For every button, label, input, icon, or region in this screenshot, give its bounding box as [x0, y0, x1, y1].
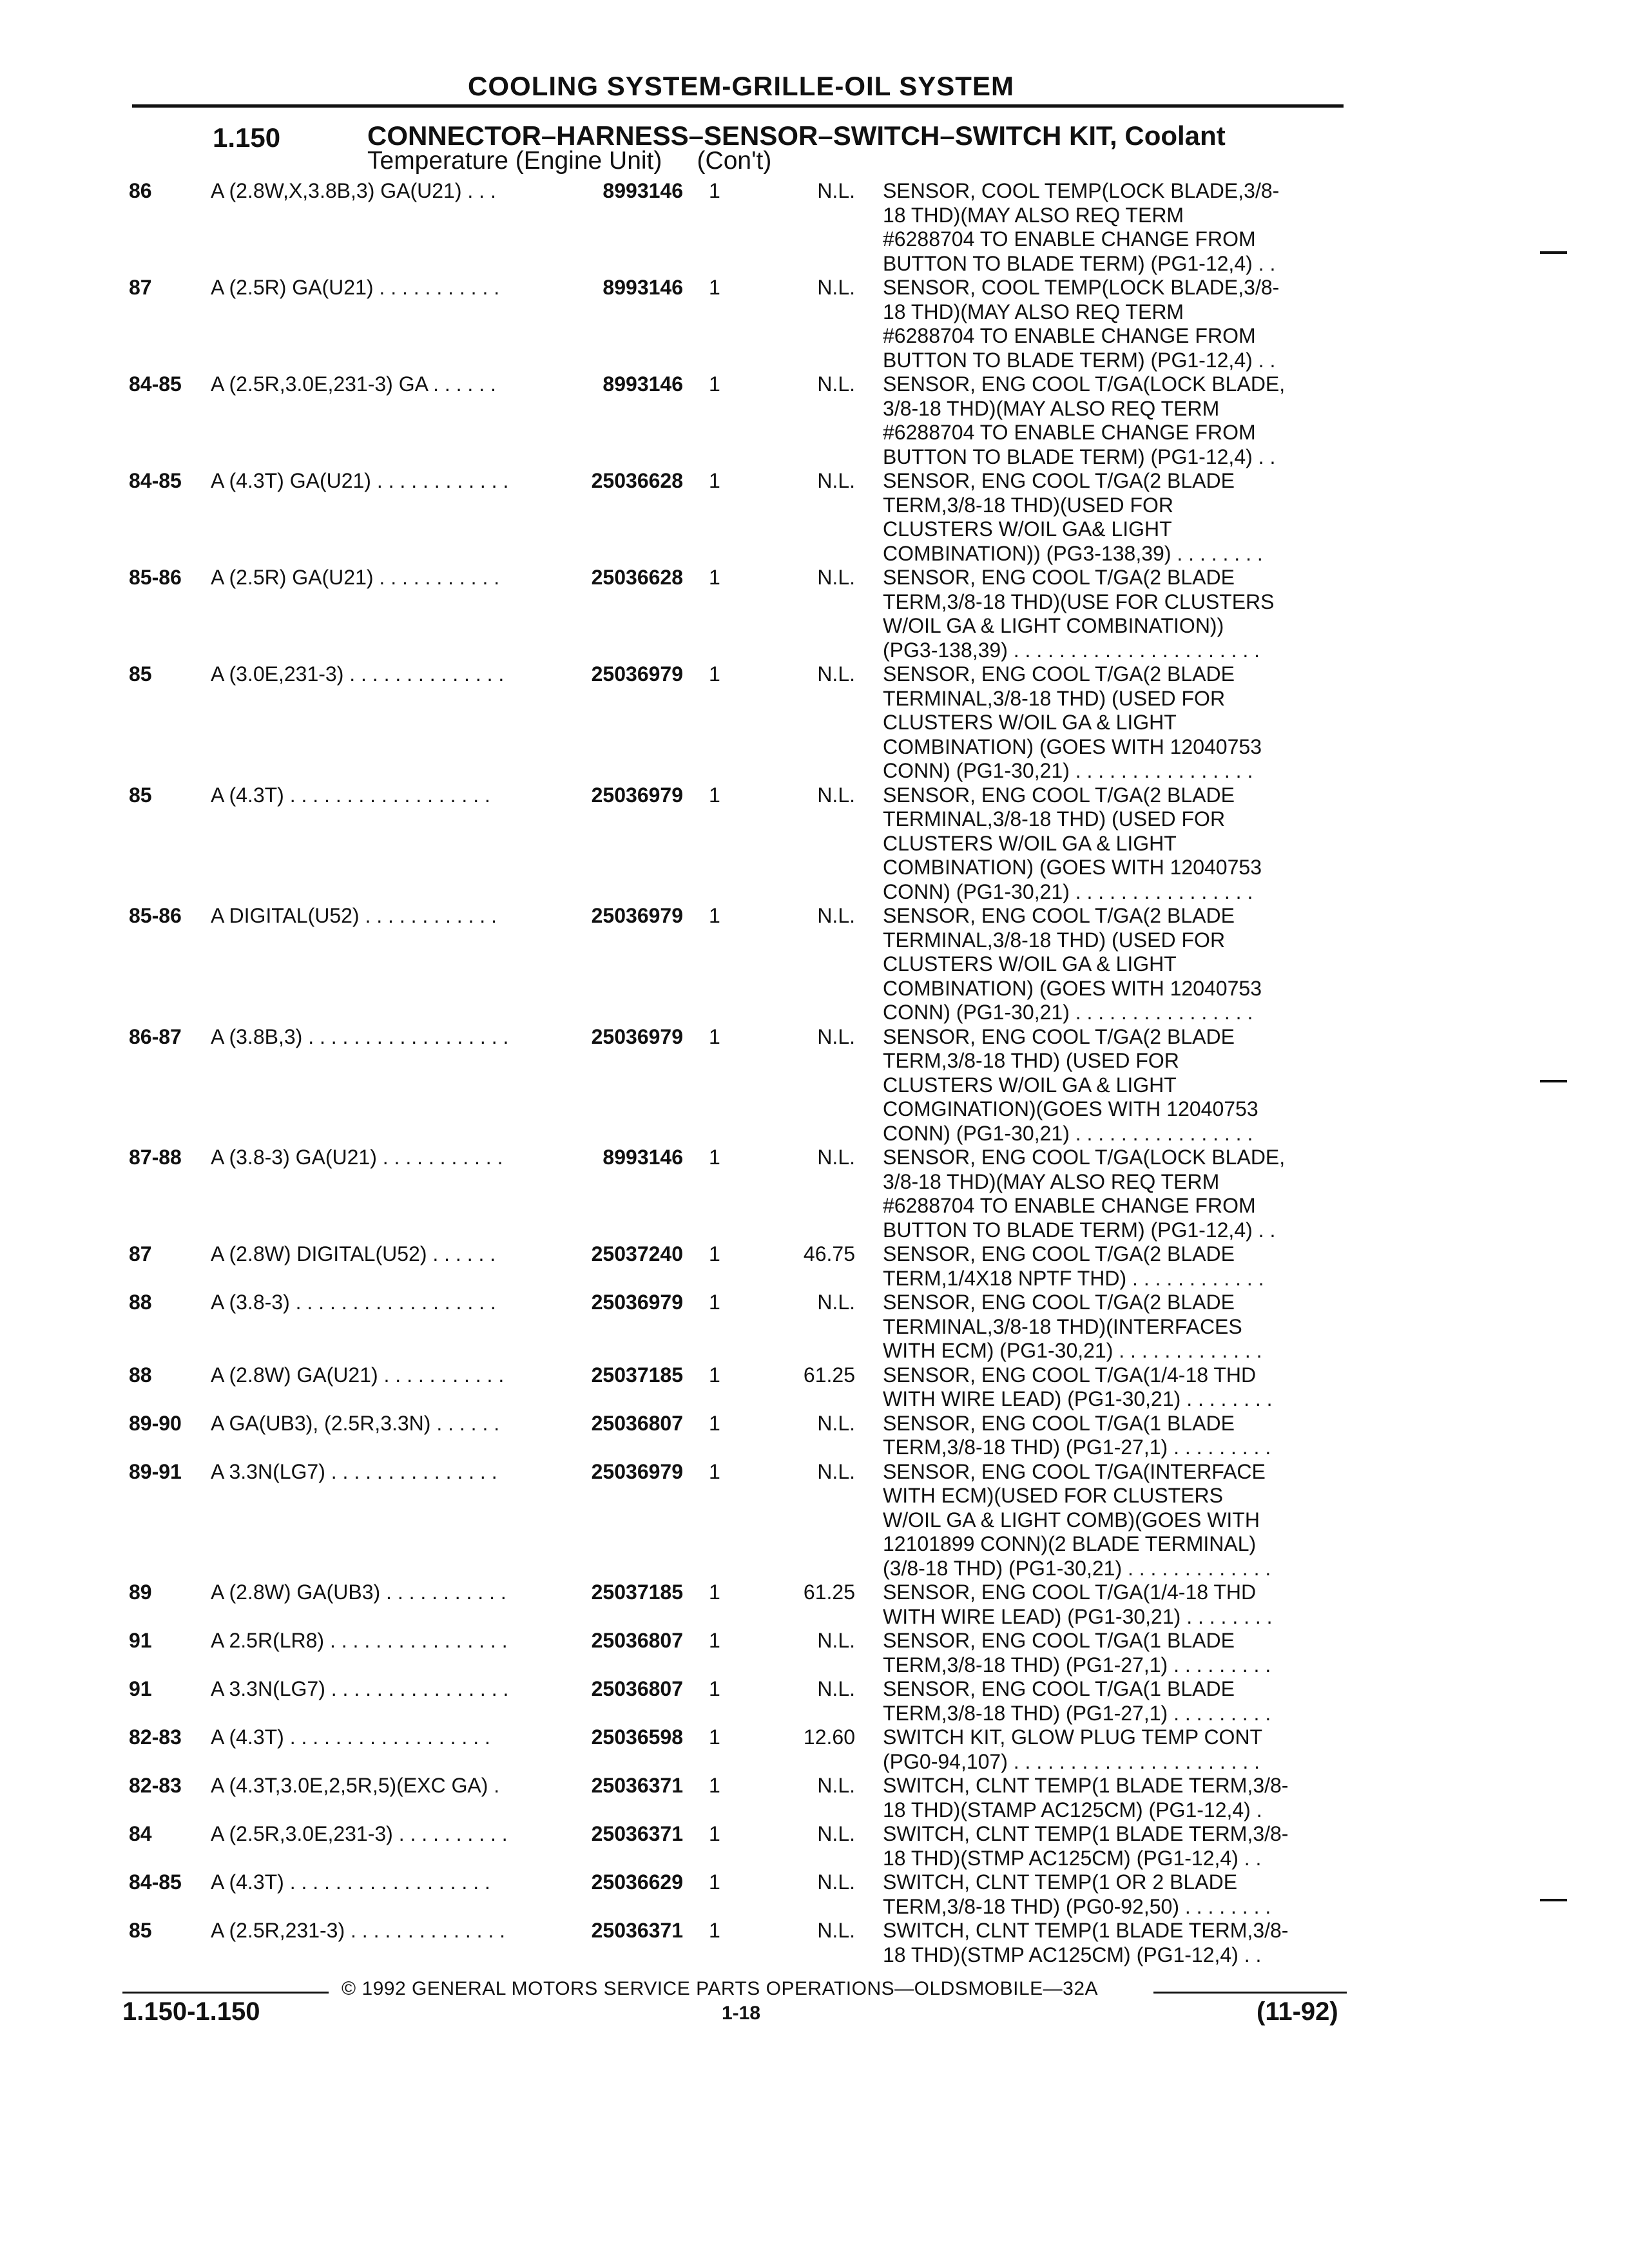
row-quantity: 1	[709, 1363, 720, 1387]
footer-rule-right	[1153, 1992, 1347, 1994]
row-price: N.L.	[817, 566, 855, 589]
row-year: 85-86	[129, 566, 182, 589]
section-number: 1.150	[213, 122, 281, 153]
row-part-number: 25036371	[591, 1919, 683, 1942]
row-part-number: 25037240	[591, 1242, 683, 1265]
row-description: SENSOR, COOL TEMP(LOCK BLADE,3/8- 18 THD)(MAY ALSO REQ TERM #6288704 TO ENABLE CHANGE FROM BUTTON TO BLADE TERM) (PG1-12,4) . .	[883, 276, 1280, 372]
row-description: SENSOR, ENG COOL T/GA(LOCK BLADE, 3/8-18 THD)(MAY ALSO REQ TERM #6288704 TO ENABLE CHANGE FROM BUTTON TO BLADE TERM) (PG1-12,4) . .	[883, 1146, 1286, 1242]
row-quantity: 1	[709, 1774, 720, 1797]
row-price: 61.25	[803, 1581, 855, 1604]
row-part-number: 25037185	[591, 1581, 683, 1604]
row-part-number: 25036807	[591, 1677, 683, 1700]
row-year: 86	[129, 179, 152, 202]
row-year: 82-83	[129, 1774, 182, 1797]
row-quantity: 1	[709, 1870, 720, 1894]
row-quantity: 1	[709, 372, 720, 396]
row-application: A (4.3T,3.0E,2,5R,5)(EXC GA) .	[211, 1774, 500, 1797]
row-part-number: 25036979	[591, 1291, 683, 1314]
row-part-number: 25036979	[591, 1024, 683, 1048]
table-row	[0, 276, 1629, 372]
row-part-number: 8993146	[602, 276, 683, 299]
table-row	[0, 662, 1629, 783]
row-quantity: 1	[709, 1822, 720, 1845]
row-year: 86-87	[129, 1024, 182, 1048]
row-part-number: 25036807	[591, 1411, 683, 1435]
row-application: A (2.8W) DIGITAL(U52) . . . . . .	[211, 1242, 496, 1265]
row-price: N.L.	[817, 1146, 855, 1169]
row-description: SENSOR, ENG COOL T/GA(1/4-18 THD WITH WIRE LEAD) (PG1-30,21) . . . . . . . .	[883, 1363, 1273, 1410]
row-price: N.L.	[817, 469, 855, 492]
table-row	[0, 904, 1629, 1025]
table-row	[0, 1146, 1629, 1242]
table-row	[0, 1629, 1629, 1677]
row-part-number: 25036371	[591, 1774, 683, 1797]
row-year: 82-83	[129, 1725, 182, 1749]
row-part-number: 25036628	[591, 566, 683, 589]
row-description: SWITCH KIT, GLOW PLUG TEMP CONT (PG0-94,107) . . . . . . . . . . . . . . . . . . . . . .	[883, 1725, 1263, 1773]
margin-mark	[1540, 1080, 1567, 1082]
row-description: SENSOR, ENG COOL T/GA(2 BLADE TERM,1/4X18 NPTF THD) . . . . . . . . . . . .	[883, 1242, 1264, 1290]
row-description: SENSOR, ENG COOL T/GA(2 BLADE TERMINAL,3/8-18 THD)(INTERFACES WITH ECM) (PG1-30,21) . . . . . . . . . . . . .	[883, 1291, 1262, 1362]
row-year: 84	[129, 1822, 152, 1845]
row-quantity: 1	[709, 662, 720, 686]
header-rule	[132, 104, 1344, 108]
row-description: SWITCH, CLNT TEMP(1 BLADE TERM,3/8- 18 THD)(STMP AC125CM) (PG1-12,4) . .	[883, 1919, 1289, 1966]
row-description: SENSOR, ENG COOL T/GA(1 BLADE TERM,3/8-18 THD) (PG1-27,1) . . . . . . . . .	[883, 1411, 1271, 1459]
row-year: 85	[129, 662, 152, 686]
row-description: SENSOR, ENG COOL T/GA(INTERFACE WITH ECM)(USED FOR CLUSTERS W/OIL GA & LIGHT COMB)(GOES WITH 12101899 CONN)(2 BLADE TERMINAL) (3/8-18 THD) (PG1-30,21) . . . . . . . . . . . . .	[883, 1459, 1271, 1580]
row-part-number: 25036979	[591, 1459, 683, 1483]
row-year: 87-88	[129, 1146, 182, 1169]
row-part-number: 25036807	[591, 1629, 683, 1652]
row-application: A (3.8-3) GA(U21) . . . . . . . . . . .	[211, 1146, 503, 1169]
row-application: A (4.3T) . . . . . . . . . . . . . . . . . .	[211, 1725, 490, 1749]
table-row	[0, 1025, 1629, 1146]
row-part-number: 25036598	[591, 1725, 683, 1749]
table-row	[0, 1774, 1629, 1822]
row-quantity: 1	[709, 276, 720, 299]
row-description: SWITCH, CLNT TEMP(1 BLADE TERM,3/8- 18 THD)(STAMP AC125CM) (PG1-12,4) .	[883, 1774, 1289, 1821]
row-application: A (2.8W,X,3.8B,3) GA(U21) . . .	[211, 179, 496, 202]
table-row	[0, 372, 1629, 469]
table-row	[0, 1581, 1629, 1629]
row-part-number: 25037185	[591, 1363, 683, 1387]
row-part-number: 25036371	[591, 1822, 683, 1845]
row-year: 85-86	[129, 904, 182, 927]
row-description: SENSOR, ENG COOL T/GA(2 BLADE TERMINAL,3/8-18 THD) (USED FOR CLUSTERS W/OIL GA & LIGHT COMBINATION) (GOES WITH 12040753 CONN) (PG1-30,21) . . . . . . . . . . . . . . . .	[883, 783, 1262, 903]
table-row	[0, 1460, 1629, 1581]
row-application: A 3.3N(LG7) . . . . . . . . . . . . . . . .	[211, 1677, 509, 1700]
row-year: 87	[129, 276, 152, 299]
row-price: 12.60	[803, 1725, 855, 1749]
row-year: 89-91	[129, 1459, 182, 1483]
margin-mark	[1540, 251, 1567, 254]
row-quantity: 1	[709, 1411, 720, 1435]
row-description: SENSOR, ENG COOL T/GA(1 BLADE TERM,3/8-18 THD) (PG1-27,1) . . . . . . . . .	[883, 1677, 1271, 1725]
row-year: 85	[129, 783, 152, 807]
row-price: N.L.	[817, 1677, 855, 1700]
section-title: CONNECTOR–HARNESS–SENSOR–SWITCH–SWITCH KIT, Coolant	[367, 120, 1226, 151]
row-description: SENSOR, ENG COOL T/GA(2 BLADE TERM,3/8-18 THD)(USE FOR CLUSTERS W/OIL GA & LIGHT COMBINATION)) (PG3-138,39) . . . . . . . . . . . . . . . . . . . . . .	[883, 566, 1275, 662]
row-description: SENSOR, ENG COOL T/GA(2 BLADE TERM,3/8-18 THD) (USED FOR CLUSTERS W/OIL GA & LIGHT COMGINATION)(GOES WITH 12040753 CONN) (PG1-30,21) . . . . . . . . . . . . . . . .	[883, 1024, 1258, 1145]
row-price: N.L.	[817, 662, 855, 686]
footer-date: (11-92)	[1257, 1997, 1338, 2026]
table-row	[0, 1919, 1629, 1967]
row-application: A (2.8W) GA(UB3) . . . . . . . . . . .	[211, 1581, 506, 1604]
row-price: N.L.	[817, 1774, 855, 1797]
row-quantity: 1	[709, 1291, 720, 1314]
row-quantity: 1	[709, 1146, 720, 1169]
row-description: SENSOR, ENG COOL T/GA(2 BLADE TERM,3/8-18 THD)(USED FOR CLUSTERS W/OIL GA& LIGHT COMBINATION)) (PG3-138,39) . . . . . . . .	[883, 469, 1263, 565]
table-row	[0, 566, 1629, 662]
row-description: SENSOR, ENG COOL T/GA(1 BLADE TERM,3/8-18 THD) (PG1-27,1) . . . . . . . . .	[883, 1629, 1271, 1677]
row-year: 87	[129, 1242, 152, 1265]
row-price: N.L.	[817, 276, 855, 299]
margin-mark	[1540, 1899, 1567, 1901]
footer-section-range: 1.150-1.150	[122, 1997, 260, 2026]
row-application: A (2.5R,3.0E,231-3) GA . . . . . .	[211, 372, 496, 396]
footer-rule-left	[122, 1992, 329, 1994]
row-quantity: 1	[709, 1024, 720, 1048]
row-price: N.L.	[817, 372, 855, 396]
table-row	[0, 1677, 1629, 1725]
row-application: A (2.5R,231-3) . . . . . . . . . . . . . .	[211, 1919, 506, 1942]
row-price: N.L.	[817, 1459, 855, 1483]
row-price: N.L.	[817, 1629, 855, 1652]
row-quantity: 1	[709, 566, 720, 589]
row-application: A (3.8B,3) . . . . . . . . . . . . . . . . . .	[211, 1024, 509, 1048]
footer-copyright: © 1992 GENERAL MOTORS SERVICE PARTS OPERATIONS—OLDSMOBILE—32A	[342, 1978, 1099, 1999]
section-subtitle: Temperature (Engine Unit) (Con't)	[367, 147, 772, 175]
row-application: A (4.3T) GA(U21) . . . . . . . . . . . .	[211, 469, 509, 492]
row-description: SWITCH, CLNT TEMP(1 BLADE TERM,3/8- 18 THD)(STMP AC125CM) (PG1-12,4) . .	[883, 1822, 1289, 1870]
row-quantity: 1	[709, 1677, 720, 1700]
row-year: 91	[129, 1677, 152, 1700]
row-price: 46.75	[803, 1242, 855, 1265]
row-price: N.L.	[817, 1411, 855, 1435]
row-price: N.L.	[817, 904, 855, 927]
row-application: A (3.8-3) . . . . . . . . . . . . . . . . . .	[211, 1291, 496, 1314]
footer-page-number: 1-18	[722, 2003, 761, 2024]
row-application: A (2.5R) GA(U21) . . . . . . . . . . .	[211, 276, 500, 299]
table-row	[0, 179, 1629, 276]
row-description: SENSOR, ENG COOL T/GA(2 BLADE TERMINAL,3/8-18 THD) (USED FOR CLUSTERS W/OIL GA & LIGHT COMBINATION) (GOES WITH 12040753 CONN) (PG1-30,21) . . . . . . . . . . . . . . . .	[883, 904, 1262, 1024]
row-application: A GA(UB3), (2.5R,3.3N) . . . . . .	[211, 1411, 500, 1435]
row-application: A (4.3T) . . . . . . . . . . . . . . . . . .	[211, 1870, 490, 1894]
row-year: 89-90	[129, 1411, 182, 1435]
row-quantity: 1	[709, 783, 720, 807]
row-quantity: 1	[709, 179, 720, 202]
row-year: 84-85	[129, 1870, 182, 1894]
row-year: 89	[129, 1581, 152, 1604]
table-row	[0, 1822, 1629, 1870]
row-quantity: 1	[709, 904, 720, 927]
table-row	[0, 1412, 1629, 1460]
row-quantity: 1	[709, 469, 720, 492]
table-row	[0, 1242, 1629, 1291]
row-quantity: 1	[709, 1725, 720, 1749]
row-application: A 2.5R(LR8) . . . . . . . . . . . . . . . .	[211, 1629, 508, 1652]
row-description: SENSOR, ENG COOL T/GA(LOCK BLADE, 3/8-18 THD)(MAY ALSO REQ TERM #6288704 TO ENABLE CHANGE FROM BUTTON TO BLADE TERM) (PG1-12,4) . .	[883, 372, 1286, 468]
row-price: N.L.	[817, 179, 855, 202]
row-year: 85	[129, 1919, 152, 1942]
row-year: 84-85	[129, 469, 182, 492]
row-description: SENSOR, COOL TEMP(LOCK BLADE,3/8- 18 THD)(MAY ALSO REQ TERM #6288704 TO ENABLE CHANGE FROM BUTTON TO BLADE TERM) (PG1-12,4) . .	[883, 179, 1280, 275]
row-price: N.L.	[817, 1822, 855, 1845]
row-application: A (2.5R) GA(U21) . . . . . . . . . . .	[211, 566, 500, 589]
row-price: 61.25	[803, 1363, 855, 1387]
row-description: SWITCH, CLNT TEMP(1 OR 2 BLADE TERM,3/8-18 THD) (PG0-92,50) . . . . . . . .	[883, 1870, 1271, 1918]
row-part-number: 25036979	[591, 904, 683, 927]
table-row	[0, 1363, 1629, 1412]
parts-list	[0, 179, 1629, 1967]
row-price: N.L.	[817, 1024, 855, 1048]
row-year: 91	[129, 1629, 152, 1652]
row-application: A DIGITAL(U52) . . . . . . . . . . . .	[211, 904, 497, 927]
page-header-title: COOLING SYSTEM-GRILLE-OIL SYSTEM	[468, 71, 1014, 101]
row-quantity: 1	[709, 1919, 720, 1942]
table-row	[0, 1725, 1629, 1774]
row-part-number: 25036629	[591, 1870, 683, 1894]
row-quantity: 1	[709, 1242, 720, 1265]
row-part-number: 8993146	[602, 1146, 683, 1169]
row-part-number: 8993146	[602, 372, 683, 396]
row-description: SENSOR, ENG COOL T/GA(2 BLADE TERMINAL,3/8-18 THD) (USED FOR CLUSTERS W/OIL GA & LIGHT COMBINATION) (GOES WITH 12040753 CONN) (PG1-30,21) . . . . . . . . . . . . . . . .	[883, 662, 1262, 782]
row-quantity: 1	[709, 1581, 720, 1604]
row-price: N.L.	[817, 783, 855, 807]
row-application: A (2.5R,3.0E,231-3) . . . . . . . . . .	[211, 1822, 508, 1845]
row-year: 84-85	[129, 372, 182, 396]
row-price: N.L.	[817, 1291, 855, 1314]
row-part-number: 25036979	[591, 662, 683, 686]
row-application: A 3.3N(LG7) . . . . . . . . . . . . . . .	[211, 1459, 497, 1483]
row-quantity: 1	[709, 1629, 720, 1652]
row-quantity: 1	[709, 1459, 720, 1483]
row-part-number: 25036979	[591, 783, 683, 807]
row-part-number: 25036628	[591, 469, 683, 492]
row-year: 88	[129, 1291, 152, 1314]
row-part-number: 8993146	[602, 179, 683, 202]
table-row	[0, 783, 1629, 905]
row-description: SENSOR, ENG COOL T/GA(1/4-18 THD WITH WIRE LEAD) (PG1-30,21) . . . . . . . .	[883, 1581, 1273, 1628]
row-application: A (2.8W) GA(U21) . . . . . . . . . . .	[211, 1363, 505, 1387]
row-year: 88	[129, 1363, 152, 1387]
row-price: N.L.	[817, 1919, 855, 1942]
table-row	[0, 1870, 1629, 1919]
table-row	[0, 469, 1629, 566]
row-application: A (3.0E,231-3) . . . . . . . . . . . . . .	[211, 662, 505, 686]
row-application: A (4.3T) . . . . . . . . . . . . . . . . . .	[211, 783, 490, 807]
table-row	[0, 1291, 1629, 1363]
row-price: N.L.	[817, 1870, 855, 1894]
